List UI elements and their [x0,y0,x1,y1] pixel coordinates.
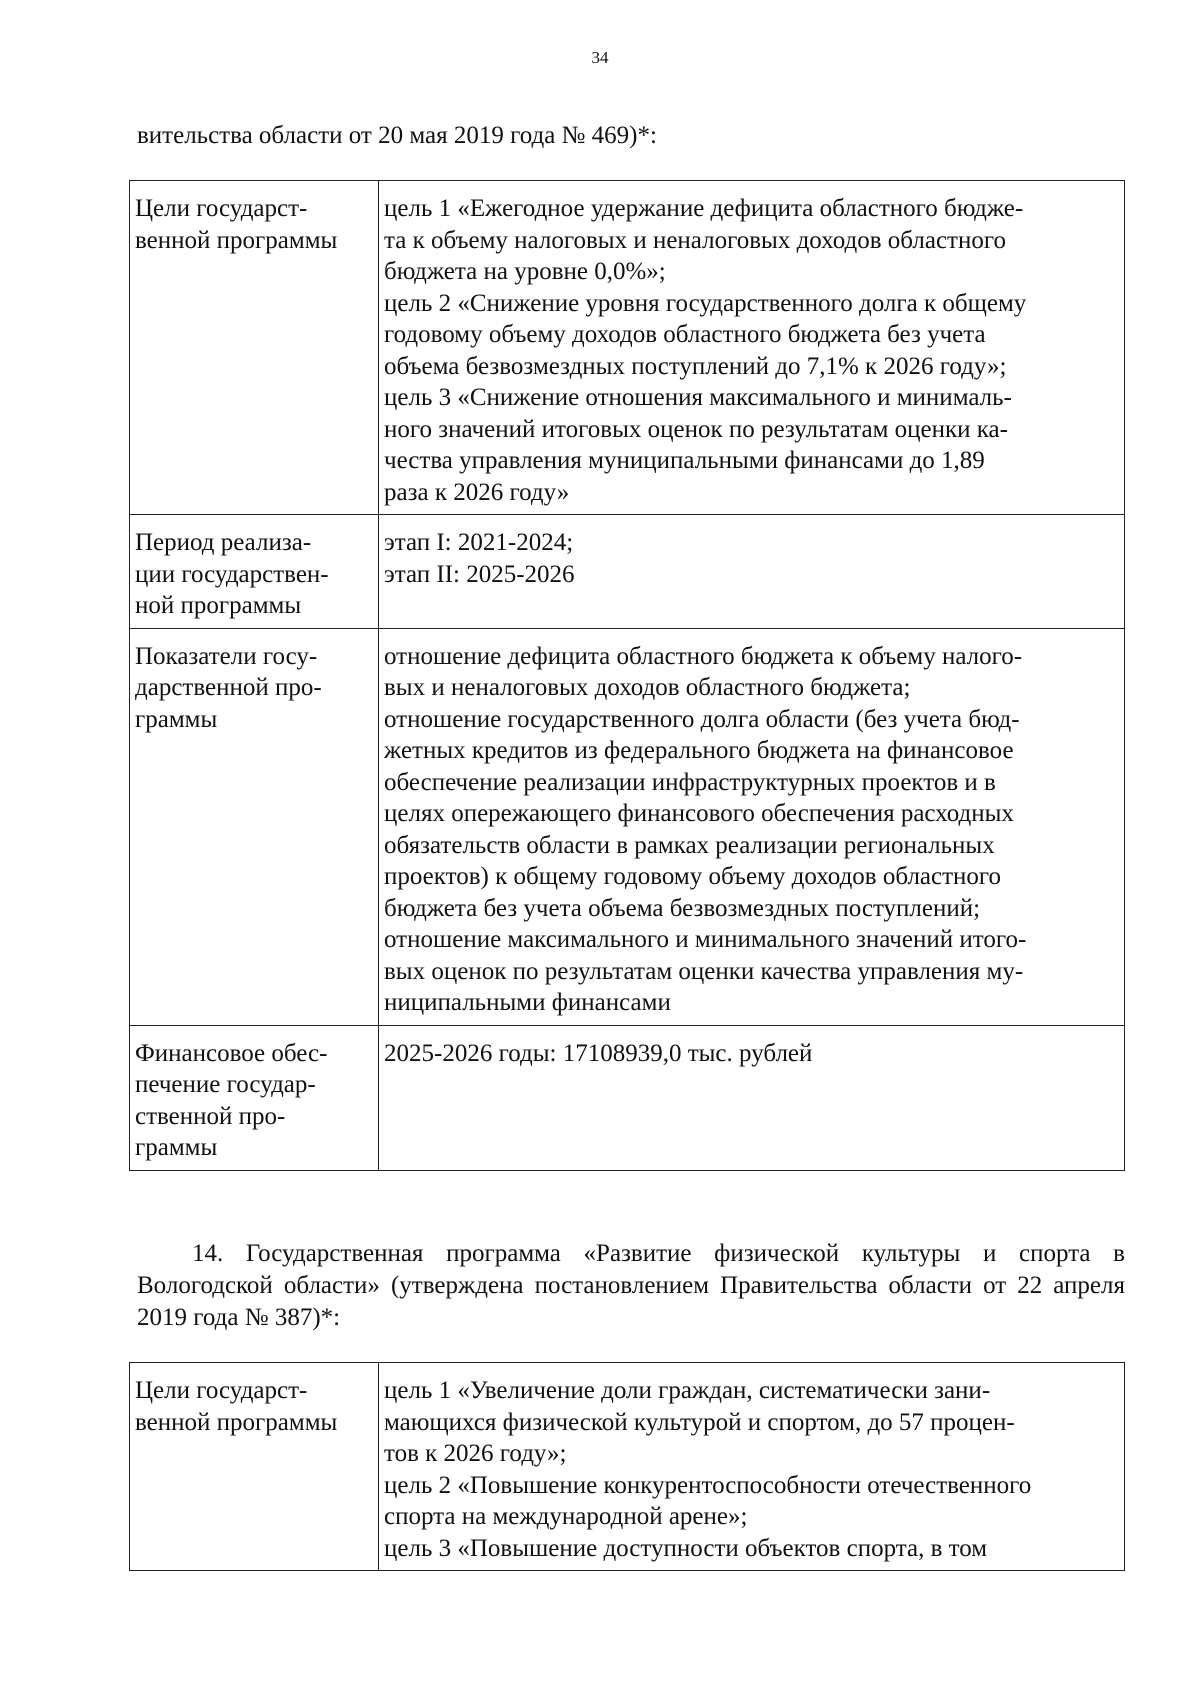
row-value-line: вых оценок по результатам оценки качества управления му- [384,957,1024,985]
row-label-line: Период реализа- [135,529,312,556]
row-label-line: Финансовое обес- [135,1039,328,1067]
row-value-line: ниципальными финансами [384,989,671,1016]
row-value-line: отношение государственного долга области (без учета бюд- [384,705,1020,733]
row-label-line: дарственной про- [135,674,322,701]
table-row [130,181,1125,515]
row-label-line: печение государ- [135,1071,316,1098]
row-value-line: отношение дефицита областного бюджета к объему налого- [384,642,1023,670]
row-value-line: жетных кредитов из федерального бюджета на финансовое [384,737,1014,764]
table-row [130,515,1125,629]
row-value-line: чества управления муниципальными финансами до 1,89 [384,447,985,474]
table-row [130,1363,1125,1571]
row-value [379,1363,1125,1571]
row-value-line: обязательств области в рамках реализации региональных [384,831,995,859]
program-table-13 [129,180,1125,1171]
row-label [130,1363,379,1571]
row-value-line: отношение максимального и минимального значений итого- [384,926,1027,953]
program-table-14 [129,1362,1125,1571]
row-label-line: венной программы [135,1408,338,1436]
row-value-line: тов к 2026 году»; [384,1440,567,1467]
row-value-line: спорта на международной арене»; [384,1503,748,1530]
row-label-line: Цели государст- [135,1377,308,1404]
row-label-line: ной программы [135,592,302,619]
section-14-heading: 14. Государственная программа «Развитие физической культуры и спорта в Вологодской области» (утверждена постановлением Правительства области от 22 апреля 2019 года № 387)*: [137,1240,1125,1331]
row-label-line: Показатели госу- [135,642,318,670]
row-label-line: венной программы [135,226,338,254]
row-label-line: Цели государст- [135,195,308,222]
row-value-line: объема безвозмездных поступлений до 7,1% к 2026 году»; [384,352,1007,380]
row-value-line: бюджета без учета объема безвозмездных поступлений; [384,894,981,922]
row-value-line: мающихся физической культурой и спортом, до 57 процен- [384,1408,1015,1436]
row-value-line: целях опережающего финансового обеспечения расходных [384,800,1014,827]
row-label-line: граммы [135,705,218,733]
row-label-line: ственной про- [135,1102,286,1130]
row-value-line: цель 2 «Повышение конкурентоспособности отечественного [384,1471,1032,1499]
intro-text: вительства области от 20 мая 2019 года № 469)*: [137,122,657,149]
row-label-line: ции государствен- [135,560,329,588]
row-value-line: цель 3 «Повышение доступности объектов спорта, в том [384,1534,988,1562]
row-value-line: этап II: 2025-2026 [384,560,575,588]
row-value-line: годовому объему доходов областного бюджета без учета [384,321,986,348]
row-value-line: цель 1 «Увеличение доли граждан, систематически зани- [384,1377,991,1404]
row-value-line: проектов) к общему годовому объему доходов областного [384,863,1002,890]
row-value-line: бюджета на уровне 0,0%»; [384,258,666,285]
row-value-line: вых и неналоговых доходов областного бюджета; [384,674,911,701]
row-label [130,515,379,629]
row-label [130,628,379,1025]
row-value-line: цель 3 «Снижение отношения максимального и минималь- [384,384,1012,411]
row-value-line: цель 2 «Снижение уровня государственного долга к общему [384,289,1027,317]
row-value [379,515,1125,629]
row-value-line: 2025-2026 годы: 17108939,0 тыс. рублей [384,1039,813,1067]
row-value-line: обеспечение реализации инфраструктурных проектов и в [384,768,996,796]
row-label-line: граммы [135,1134,218,1161]
row-label [130,1025,379,1170]
row-value [379,628,1125,1025]
row-value [379,181,1125,515]
page-number: 34 [591,48,609,67]
row-value-line: цель 1 «Ежегодное удержание дефицита областного бюдже- [384,195,1024,222]
row-value-line: ного значений итоговых оценок по результатам оценки ка- [384,415,1008,443]
row-value-line: раза к 2026 году» [384,478,570,506]
row-value-line: этап I: 2021-2024; [384,529,574,556]
row-value-line: та к объему налоговых и неналоговых доходов областного [384,226,1006,254]
row-value [379,1025,1125,1170]
row-label [130,181,379,515]
table-row [130,1025,1125,1170]
table-row [130,628,1125,1025]
